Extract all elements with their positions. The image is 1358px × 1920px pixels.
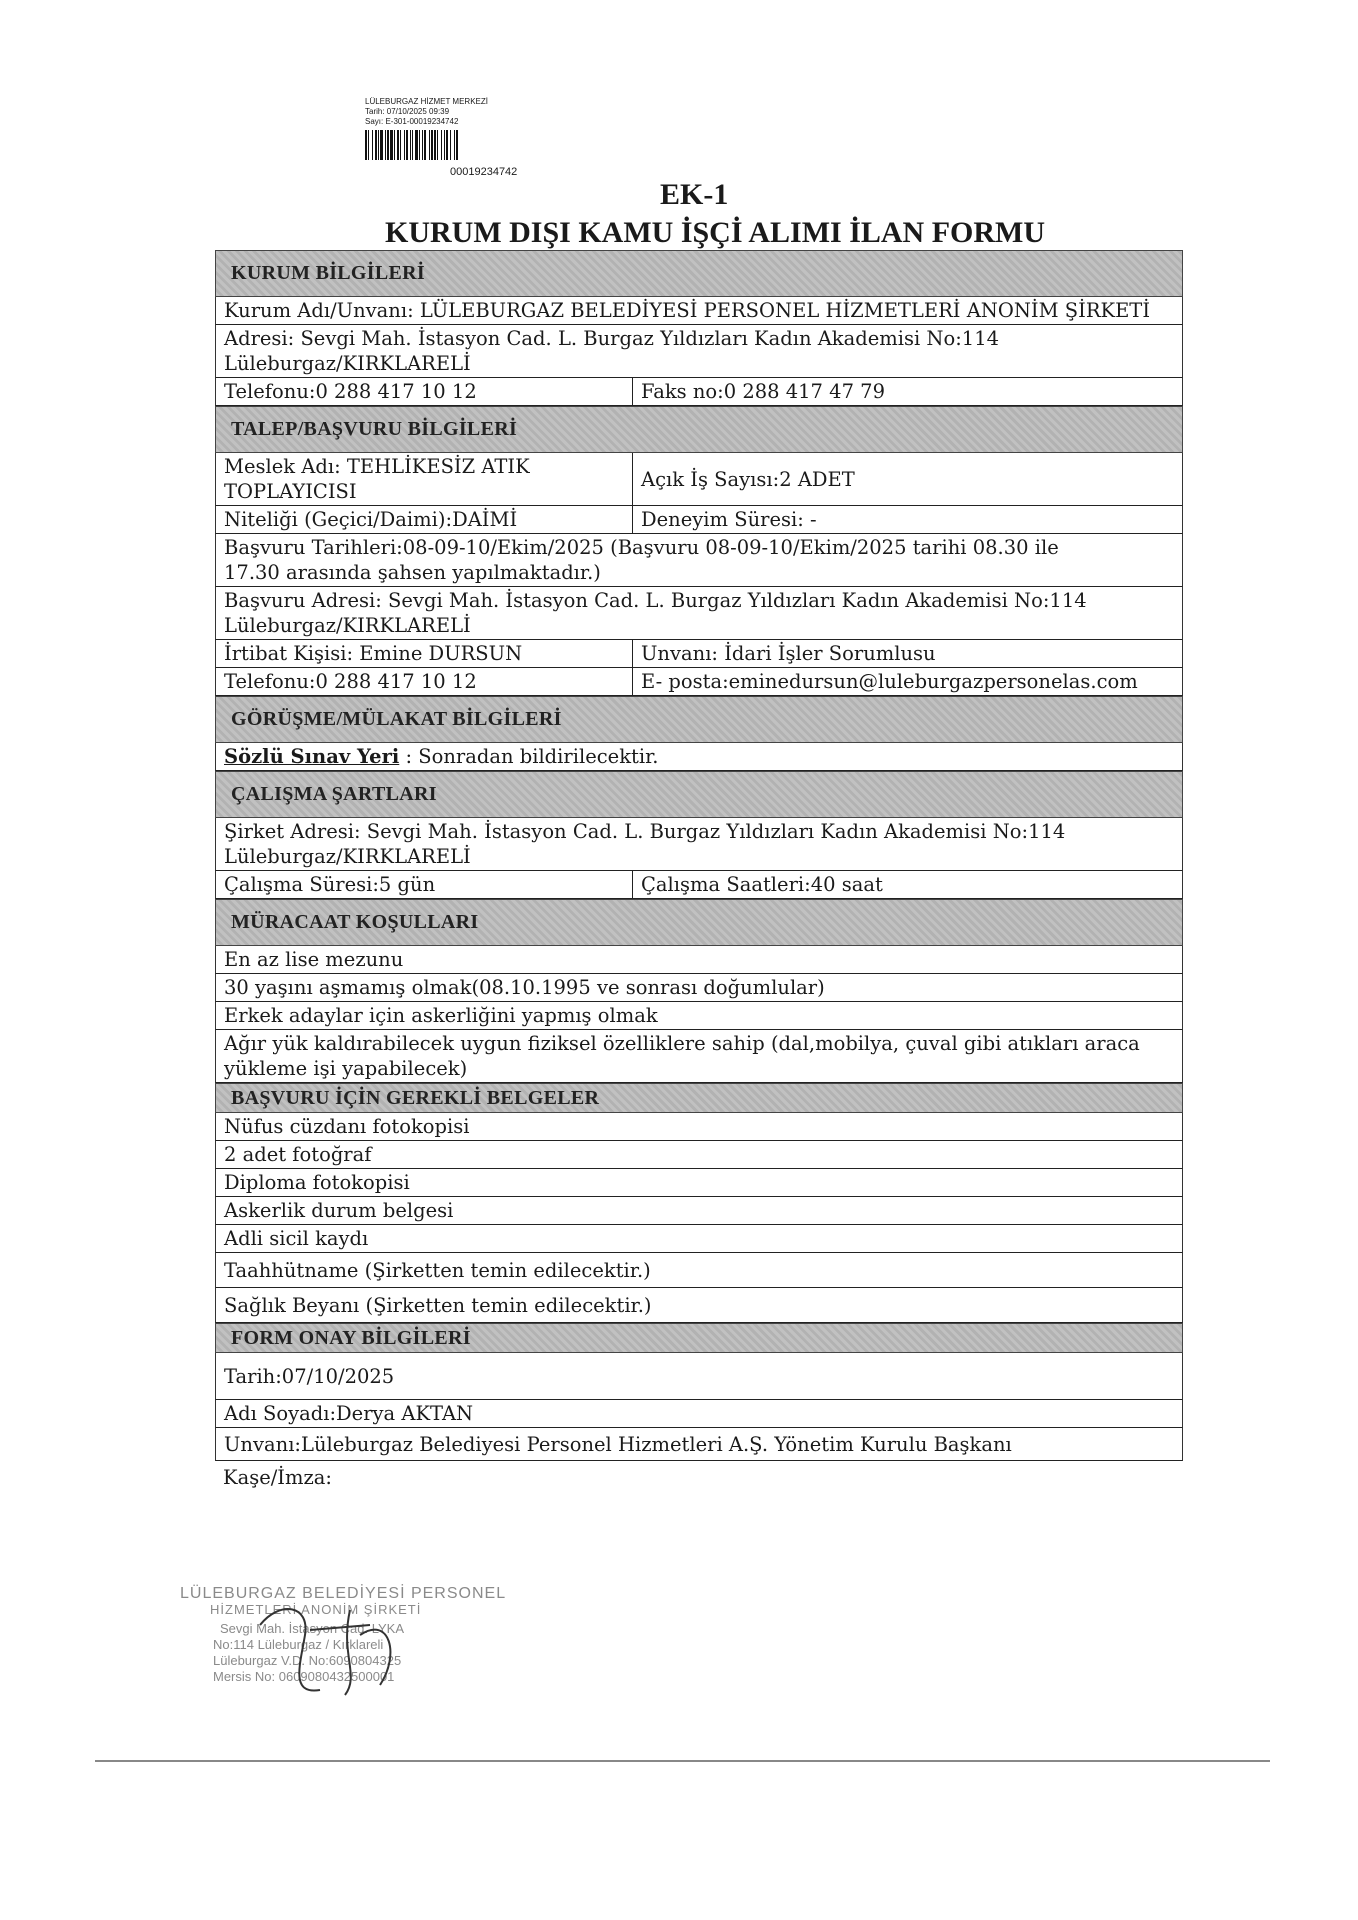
belge-askerlik: Askerlik durum belgesi bbox=[224, 1199, 454, 1222]
row-belge-4 bbox=[215, 1197, 1183, 1225]
basvuru-tarihleri bbox=[216, 534, 1182, 586]
barcode-number: 00019234742 bbox=[450, 166, 518, 178]
kosul-fiziksel-line-1: Ağır yük kaldırabilecek uygun fiziksel özelliklere sahip (dal,mobilya, çuval gibi atıkları araca bbox=[224, 1032, 1140, 1055]
row-kosul-2 bbox=[215, 974, 1183, 1002]
onay-unvan: Unvanı:Lüleburgaz Belediyesi Personel Hizmetleri A.Ş. Yönetim Kurulu Başkanı bbox=[224, 1432, 1012, 1456]
section-muracaat-heading: MÜRACAAT KOŞULLARI bbox=[215, 899, 1183, 946]
meslek-line-1: Meslek Adı: TEHLİKESİZ ATIK bbox=[224, 455, 530, 478]
belge-nufus: Nüfus cüzdanı fotokopisi bbox=[224, 1115, 470, 1138]
irtibat-kisisi: İrtibat Kişisi: Emine DURSUN bbox=[216, 640, 633, 667]
sirket-adres-line-1: Şirket Adresi: Sevgi Mah. İstasyon Cad. L. Burgaz Yıldızları Kadın Akademisi No:114 bbox=[224, 820, 1066, 843]
row-kurum-adi bbox=[215, 297, 1183, 325]
row-onay-tarih bbox=[215, 1353, 1183, 1400]
meslek-line-2: TOPLAYICISI bbox=[224, 480, 357, 503]
row-kosul-4 bbox=[215, 1030, 1183, 1083]
kurum-adres-line-2: Lüleburgaz/KIRKLARELİ bbox=[224, 352, 471, 375]
belge-fotograf: 2 adet fotoğraf bbox=[224, 1143, 372, 1166]
row-belge-3 bbox=[215, 1169, 1183, 1197]
kosul-fiziksel-line-2: yükleme işi yapabilecek) bbox=[224, 1057, 468, 1080]
basvuru-adres-line-2: Lüleburgaz/KIRKLARELİ bbox=[224, 614, 471, 637]
sirket-adresi bbox=[216, 818, 1182, 870]
basvuru-adres-line-1: Başvuru Adresi: Sevgi Mah. İstasyon Cad. L. Burgaz Yıldızları Kadın Akademisi No:114 bbox=[224, 589, 1087, 612]
row-calisma-sure bbox=[215, 871, 1183, 899]
row-onay-kase bbox=[215, 1461, 1183, 1493]
sinav-yeri bbox=[216, 743, 1182, 770]
row-basvuru-adres bbox=[215, 587, 1183, 640]
row-meslek bbox=[215, 453, 1183, 506]
row-basvuru-tarih bbox=[215, 534, 1183, 587]
kurum-telefon: Telefonu:0 288 417 10 12 bbox=[216, 378, 633, 405]
kosul-askerlik: Erkek adaylar için askerliğini yapmış olmak bbox=[224, 1004, 658, 1027]
row-belge-2 bbox=[215, 1141, 1183, 1169]
row-belge-5 bbox=[215, 1225, 1183, 1253]
sinav-yeri-value: : Sonradan bildirilecektir. bbox=[399, 745, 659, 768]
kurum-adres-line-1: Adresi: Sevgi Mah. İstasyon Cad. L. Burgaz Yıldızları Kadın Akademisi No:114 bbox=[224, 327, 1000, 350]
row-irtibat bbox=[215, 640, 1183, 668]
row-kosul-1 bbox=[215, 946, 1183, 974]
row-belge-6 bbox=[215, 1253, 1183, 1288]
onay-tarih: Tarih:07/10/2025 bbox=[224, 1364, 395, 1388]
onay-adi-soyadi: Adı Soyadı:Derya AKTAN bbox=[224, 1402, 474, 1425]
section-kurum-heading: KURUM BİLGİLERİ bbox=[215, 250, 1183, 297]
belge-saglik: Sağlık Beyanı (Şirketten temin edilecektir.) bbox=[224, 1293, 652, 1317]
stamp-line-3: Sevgi Mah. İstasyon Cad. LYKA bbox=[220, 1621, 405, 1636]
barcode-bar bbox=[458, 130, 459, 160]
barcode bbox=[365, 130, 625, 160]
row-kurum-telefon bbox=[215, 378, 1183, 406]
row-kurum-adres bbox=[215, 325, 1183, 378]
page-bottom-rule bbox=[95, 1760, 1270, 1762]
calisma-suresi: Çalışma Süresi:5 gün bbox=[216, 871, 633, 898]
calisma-saatleri: Çalışma Saatleri:40 saat bbox=[641, 873, 883, 896]
section-gorusme-heading: GÖRÜŞME/MÜLAKAT BİLGİLERİ bbox=[215, 696, 1183, 743]
row-belge-7 bbox=[215, 1288, 1183, 1323]
stamp-line-4: No:114 Lüleburgaz / Kırklareli bbox=[213, 1637, 384, 1652]
section-calisma-heading: ÇALIŞMA ŞARTLARI bbox=[215, 771, 1183, 818]
barcode-line-2: Tarih: 07/10/2025 09:39 bbox=[365, 107, 450, 116]
irtibat-eposta: E- posta:eminedursun@luleburgazpersonelas.com bbox=[641, 670, 1138, 693]
stamp-line-5: Lüleburgaz V.D. No:6090804325 bbox=[213, 1653, 402, 1668]
stamp-line-2: HİZMETLERİ ANONİM ŞİRKETİ bbox=[210, 1602, 422, 1617]
row-sinav-yeri bbox=[215, 743, 1183, 771]
kurum-faks: Faks no:0 288 417 47 79 bbox=[641, 380, 885, 403]
acik-is-sayisi: Açık İş Sayısı:2 ADET bbox=[641, 467, 855, 491]
row-irtibat-iletisim bbox=[215, 668, 1183, 696]
belge-taahhutname: Taahhütname (Şirketten temin edilecektir.) bbox=[224, 1258, 651, 1282]
basvuru-adresi bbox=[216, 587, 1182, 639]
row-onay-unvan bbox=[215, 1428, 1183, 1461]
annex-label: EK-1 bbox=[660, 178, 729, 211]
barcode-line-1: LÜLEBURGAZ HİZMET MERKEZİ bbox=[365, 97, 488, 106]
row-niteligi bbox=[215, 506, 1183, 534]
onay-kase-imza: Kaşe/İmza: bbox=[223, 1465, 332, 1489]
kurum-adres bbox=[216, 325, 1182, 377]
kosul-lise: En az lise mezunu bbox=[224, 948, 404, 971]
section-talep-heading: TALEP/BAŞVURU BİLGİLERİ bbox=[215, 406, 1183, 453]
meslek-adi bbox=[216, 453, 633, 505]
page-title: KURUM DIŞI KAMU İŞÇİ ALIMI İLAN FORMU bbox=[385, 216, 1046, 249]
form bbox=[215, 250, 1183, 1493]
barcode-line-3: Sayı: E-301-00019234742 bbox=[365, 117, 459, 126]
kosul-fiziksel bbox=[216, 1030, 1182, 1082]
deneyim-suresi: Deneyim Süresi: - bbox=[641, 508, 817, 531]
irtibat-unvani: Unvanı: İdari İşler Sorumlusu bbox=[641, 642, 936, 665]
sirket-adres-line-2: Lüleburgaz/KIRKLARELİ bbox=[224, 845, 471, 868]
row-onay-adi bbox=[215, 1400, 1183, 1428]
row-sirket-adres bbox=[215, 818, 1183, 871]
row-kosul-3 bbox=[215, 1002, 1183, 1030]
row-belge-1 bbox=[215, 1113, 1183, 1141]
section-belgeler-heading: BAŞVURU İÇİN GEREKLİ BELGELER bbox=[215, 1083, 1183, 1113]
basvuru-tarih-line-1: Başvuru Tarihleri:08-09-10/Ekim/2025 (Başvuru 08-09-10/Ekim/2025 tarihi 08.30 ile bbox=[224, 536, 1059, 559]
basvuru-tarih-line-2: 17.30 arasında şahsen yapılmaktadır.) bbox=[224, 561, 601, 584]
section-onay-heading: FORM ONAY BİLGİLERİ bbox=[215, 1323, 1183, 1353]
irtibat-telefon: Telefonu:0 288 417 10 12 bbox=[216, 668, 633, 695]
signature-icon bbox=[250, 1595, 450, 1705]
kurum-adi: Kurum Adı/Unvanı: LÜLEBURGAZ BELEDİYESİ PERSONEL HİZMETLERİ ANONİM ŞİRKETİ bbox=[224, 299, 1151, 322]
kosul-yas: 30 yaşını aşmamış olmak(08.10.1995 ve sonrası doğumlular) bbox=[224, 976, 825, 999]
belge-diploma: Diploma fotokopisi bbox=[224, 1171, 410, 1194]
stamp-line-1: LÜLEBURGAZ BELEDİYESİ PERSONEL bbox=[180, 1585, 507, 1602]
stamp-line-6: Mersis No: 0609080432500001 bbox=[213, 1669, 395, 1684]
niteligi: Niteliği (Geçici/Daimi):DAİMİ bbox=[216, 506, 633, 533]
barcode-block bbox=[365, 97, 625, 178]
sinav-yeri-label: Sözlü Sınav Yeri bbox=[224, 745, 400, 768]
belge-adli-sicil: Adli sicil kaydı bbox=[224, 1227, 369, 1250]
